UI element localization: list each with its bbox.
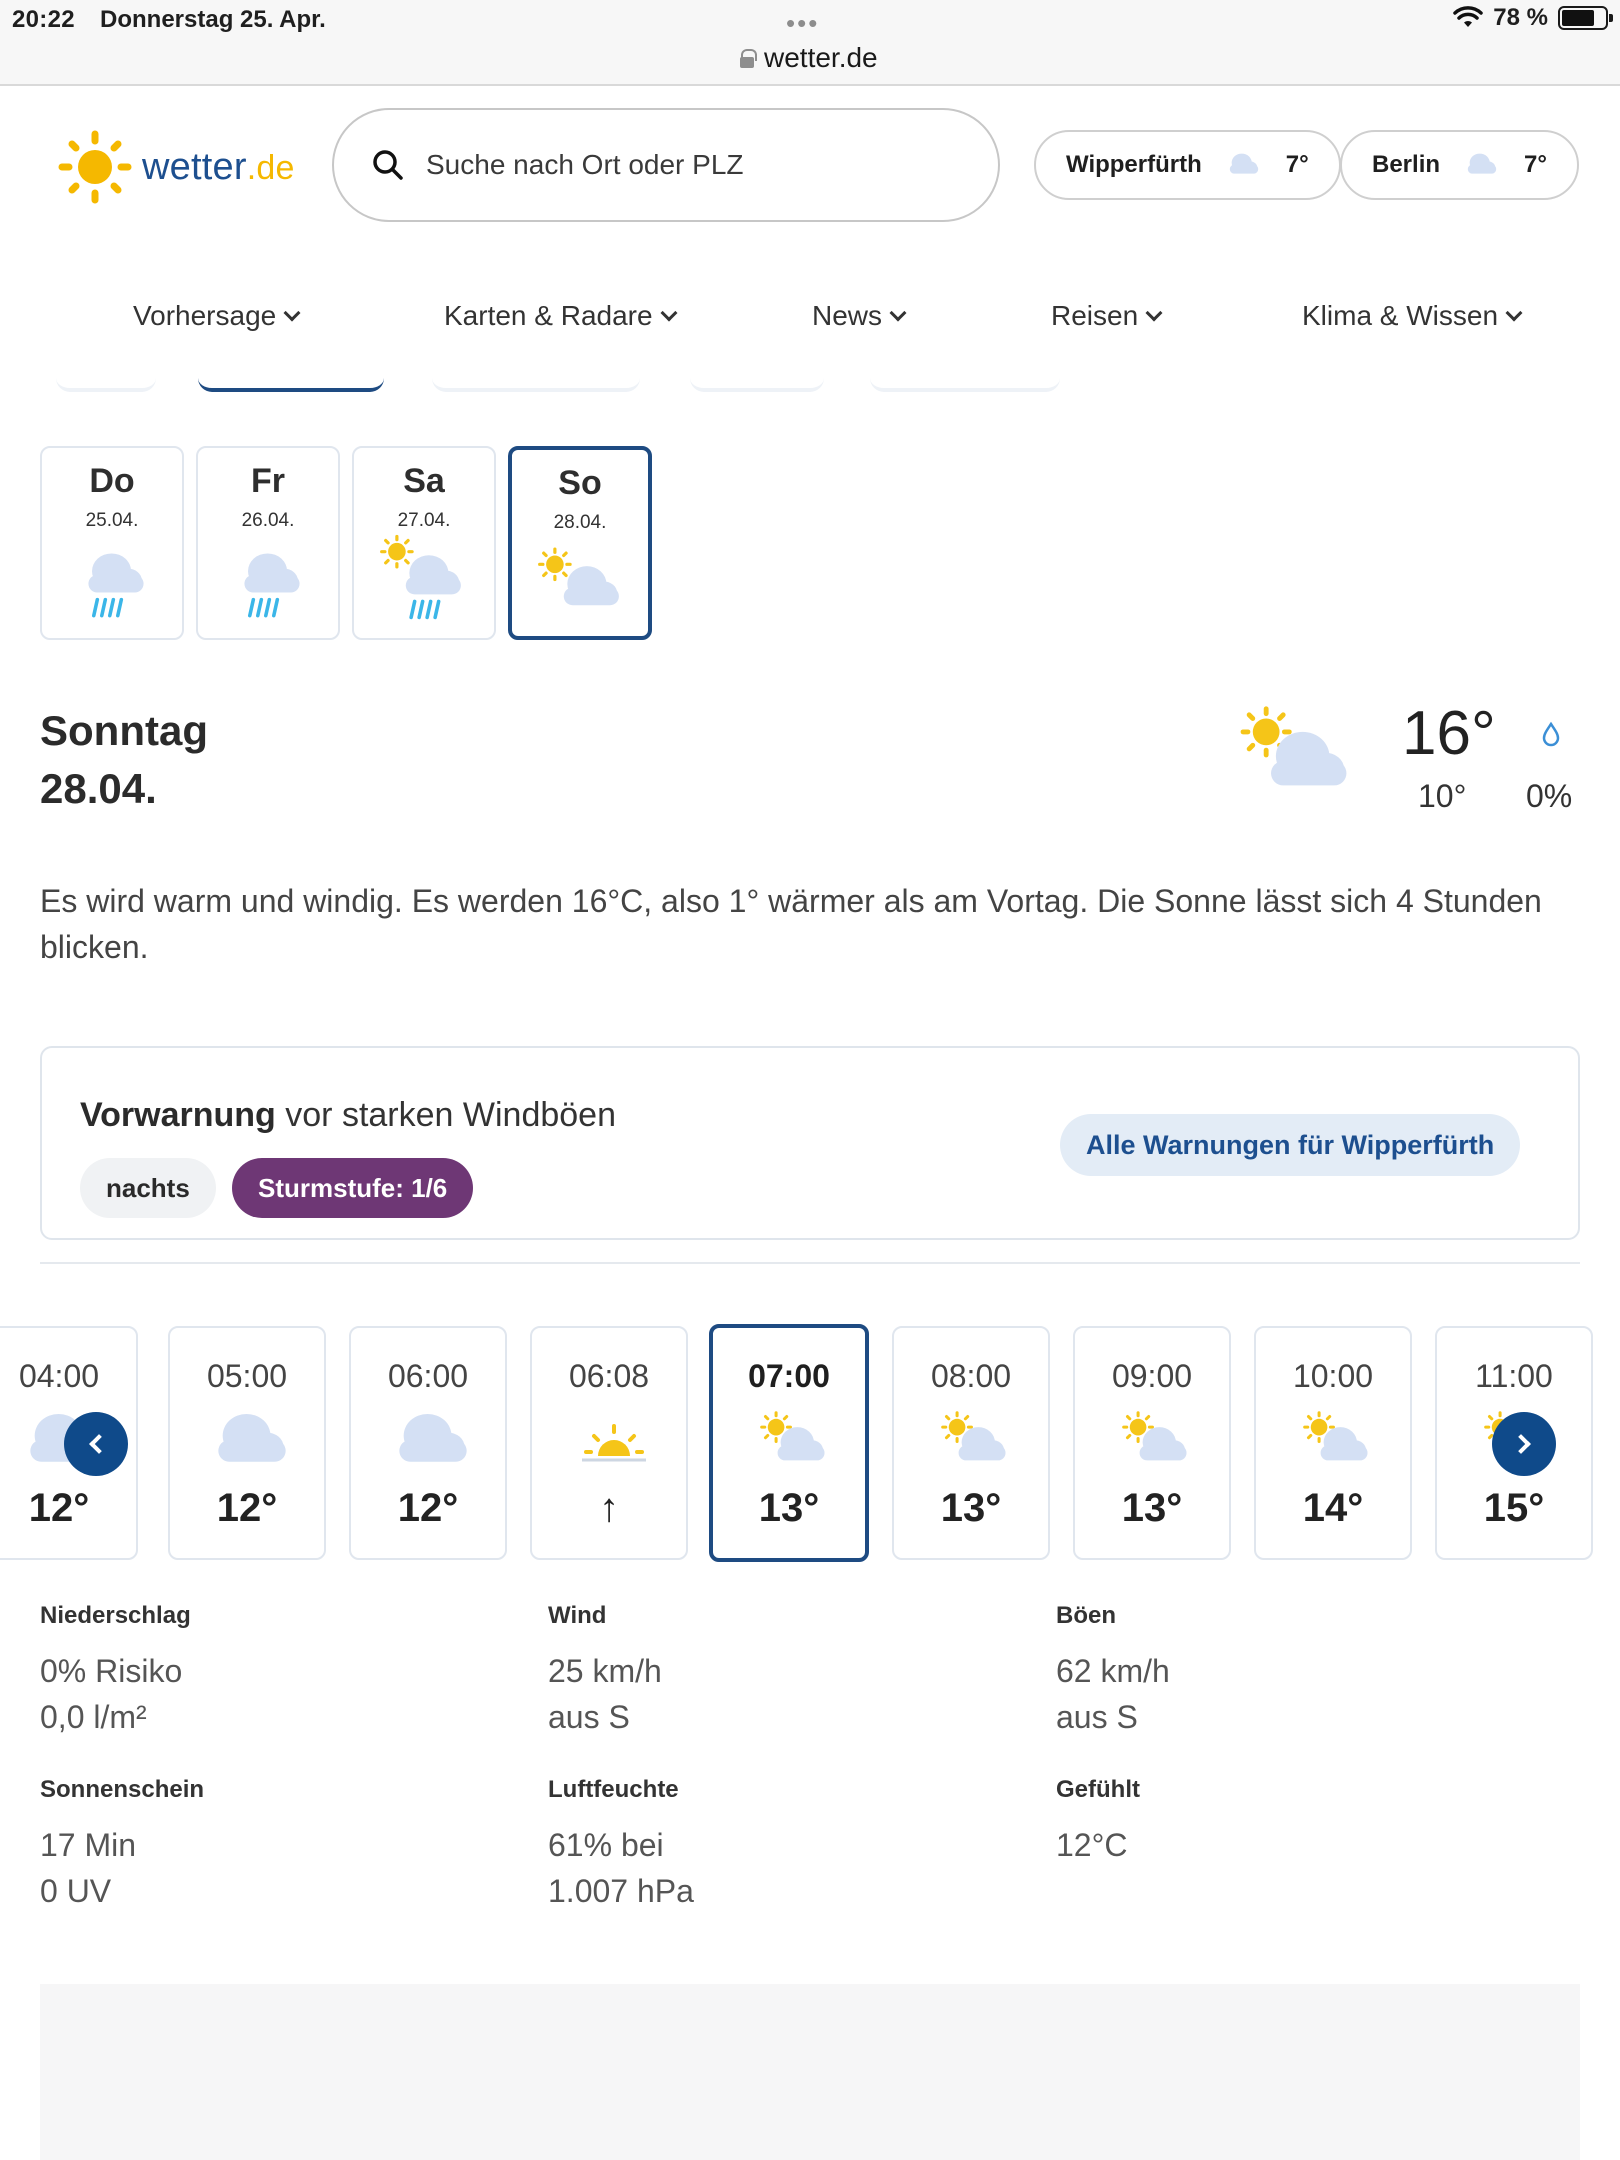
hour-sunrise-arrow: ↑ [599,1486,619,1530]
lock-icon [740,49,754,67]
search-icon [372,149,404,181]
scroll-left-button[interactable] [64,1412,128,1476]
battery-percent: 78 % [1493,4,1548,31]
detail-value: 12°C [1056,1827,1128,1863]
detail-label: Gefühlt [1056,1776,1140,1803]
day-date: 27.04. [397,510,451,531]
day-card-do[interactable] [40,446,184,640]
detail-sonnenschein [40,1776,204,1914]
city-name: Wipperfürth [1066,151,1202,178]
nav-reisen[interactable]: Reisen [1051,300,1160,332]
hour-card-1000[interactable] [1254,1326,1412,1560]
detail-value: aus S [548,1699,630,1735]
hour-temp: 12° [216,1486,278,1530]
hour-temp: 12° [28,1486,90,1530]
subnav-tab[interactable] [690,376,824,392]
detail-luftfeuchte [548,1776,694,1914]
day-date: 26.04. [241,510,295,531]
day-card-fr[interactable] [196,446,340,640]
day-description: Es wird warm und windig. Es werden 16°C, also 1° wärmer als am Vortag. Die Sonne lässt sich 4 Stunden blicken. [40,883,1542,965]
detail-value: 1.007 hPa [548,1873,694,1909]
url-text: wetter.de [764,42,878,73]
wifi-icon [1453,7,1483,29]
nav-karten-radare[interactable]: Karten & Radare [444,300,675,332]
subnav-tab[interactable] [870,376,1060,392]
detail-value: 25 km/h [548,1653,662,1689]
detail-label: Sonnenschein [40,1776,205,1803]
hour-time: 10:00 [1292,1358,1374,1394]
more-dots-icon[interactable]: ••• [786,8,820,38]
hour-time: 05:00 [206,1358,288,1394]
hour-time: 04:00 [18,1358,100,1394]
hour-temp: 13° [1121,1486,1183,1530]
temp-min: 10° [1418,778,1467,814]
chevron-left-icon [89,1434,109,1454]
rain-cloud-icon [232,536,312,626]
chevron-down-icon [284,305,301,322]
detail-boeen [1056,1602,1170,1740]
hour-card-0500[interactable] [168,1326,326,1560]
nav-klima-wissen[interactable]: Klima & Wissen [1302,300,1520,332]
all-warnings-button[interactable]: Alle Warnungen für Wipperfürth [1060,1114,1520,1176]
detail-niederschlag [40,1602,191,1740]
status-bar [0,0,1620,86]
clock: 20:22 [12,6,75,33]
detail-gefuehlt [1056,1776,1140,1868]
nav-news[interactable]: News [812,300,904,332]
chevron-down-icon [890,305,907,322]
day-card-sa[interactable] [352,446,496,640]
day-date: 25.04. [85,510,139,531]
ad-placeholder [40,1984,1580,2160]
hour-card-0800[interactable] [892,1326,1050,1560]
chevron-down-icon [1146,305,1163,322]
detail-value: 0 UV [40,1873,112,1909]
warning-card [40,1046,1580,1240]
day-name: Do [89,462,135,500]
hour-card-0700[interactable] [709,1324,869,1562]
status-indicators [1453,4,1608,32]
day-name: Sa [403,462,445,500]
partly-sunny-icon [938,1412,1014,1468]
hourly-forecast[interactable] [18,1324,1580,1564]
partly-sunny-icon [1119,1412,1195,1468]
day-name: So [558,464,602,502]
detail-value: 61% bei [548,1827,664,1863]
sun-logo-icon [58,130,132,204]
hour-temp: 13° [940,1486,1002,1530]
hour-time: 08:00 [930,1358,1012,1394]
logo-wordmark: wetter.de [142,145,295,188]
sun-rain-cloud-icon [388,536,468,626]
hour-card-0600[interactable] [349,1326,507,1560]
subnav-tab[interactable] [56,376,156,392]
partly-sunny-icon [757,1412,833,1468]
status-date: Donnerstag 25. Apr. [100,6,326,33]
warning-title: Vorwarnung vor starken Windböen [80,1096,616,1134]
day-name: Fr [251,462,285,500]
city-temp: 7° [1285,151,1309,178]
scroll-right-button[interactable] [1492,1412,1556,1476]
detail-value: 17 Min [40,1827,137,1863]
city-name: Berlin [1372,151,1441,178]
detail-value: 0% Risiko [40,1653,183,1689]
detail-wind [548,1602,662,1740]
search-input[interactable] [332,108,1000,222]
cloud-icon [395,1412,471,1468]
day-date-full: 28.04. [40,765,157,812]
hour-temp: 14° [1302,1486,1364,1530]
temp-max: 16° [1402,699,1496,768]
detail-label: Luftfeuchte [548,1776,679,1803]
cloud-icon [1466,154,1498,176]
day-weekday: Sonntag [40,707,208,754]
hour-time: 06:08 [568,1358,650,1394]
hour-temp: 12° [397,1486,459,1530]
chevron-down-icon [660,305,677,322]
warning-time-chip: nachts [80,1158,216,1218]
city-temp: 7° [1524,151,1547,178]
partly-sunny-icon [1244,710,1354,800]
chevron-right-icon [1511,1434,1531,1454]
warning-level-chip: Sturmstufe: 1/6 [232,1158,473,1218]
rain-cloud-icon [76,536,156,626]
subnav-tab-active[interactable] [198,376,384,392]
detail-value: 0,0 l/m² [40,1699,147,1735]
hour-card-0608[interactable] [530,1326,688,1560]
cloud-icon [214,1412,290,1468]
city-pill-wipperfuerth[interactable] [1034,130,1341,200]
hour-temp: 13° [758,1486,820,1530]
main-nav [0,300,1620,340]
hour-time: 11:00 [1475,1358,1553,1394]
detail-value: 62 km/h [1056,1653,1170,1689]
partly-sunny-icon [546,538,626,628]
address-bar[interactable] [740,42,878,74]
day-date: 28.04. [553,512,607,533]
city-pill-berlin[interactable] [1340,130,1579,200]
rain-chance: 0% [1526,778,1573,814]
hour-card-0900[interactable] [1073,1326,1231,1560]
detail-label: Böen [1056,1602,1116,1629]
hour-time: 09:00 [1111,1358,1193,1394]
hour-time: 06:00 [387,1358,469,1394]
search-placeholder: Suche nach Ort oder PLZ [426,149,744,180]
battery-icon [1558,6,1608,30]
detail-label: Niederschlag [40,1602,191,1629]
day-heading [40,702,208,818]
sunrise-icon [576,1412,652,1468]
partly-sunny-icon [1300,1412,1376,1468]
chevron-down-icon [1506,305,1523,322]
detail-label: Wind [548,1602,607,1629]
nav-vorhersage[interactable]: Vorhersage [133,300,298,332]
raindrop-icon [1542,722,1560,746]
detail-value: aus S [1056,1699,1138,1735]
site-logo[interactable] [58,130,295,204]
cloud-icon [1228,154,1260,176]
day-card-so[interactable] [508,446,652,640]
hour-temp: 15° [1483,1486,1545,1530]
divider [40,1262,1580,1264]
hour-time: 07:00 [748,1358,830,1394]
subnav-tab[interactable] [432,376,640,392]
